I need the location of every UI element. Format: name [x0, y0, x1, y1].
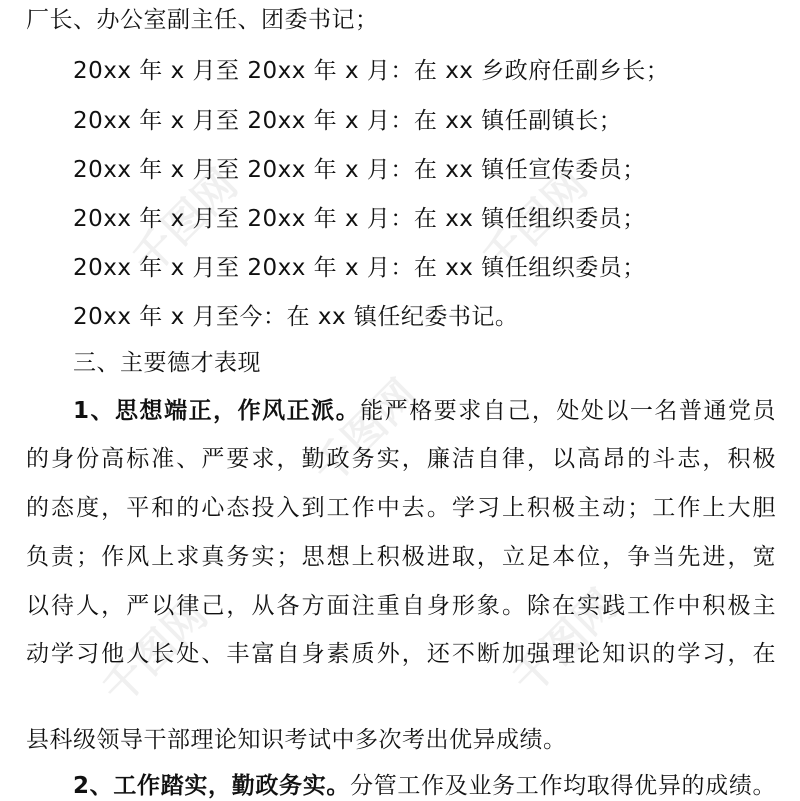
text-line-1: 厂长、办公室副主任、团委书记； — [26, 7, 379, 33]
text-line-4: 20xx 年 x 月至 20xx 年 x 月：在 xx 镇任宣传委员； — [73, 157, 646, 183]
paragraph-1-line-6: 动学习他人长处、丰富自身素质外，还不断加强理论知识的学习，在 — [26, 641, 776, 667]
watermark-2: 千图网 — [472, 159, 597, 284]
paragraph-1-line-1 — [26, 396, 776, 426]
watermark-4: 千图网 — [92, 589, 217, 714]
text-line-3: 20xx 年 x 月至 20xx 年 x 月：在 xx 镇任副镇长； — [73, 108, 623, 134]
text-line-2: 20xx 年 x 月至 20xx 年 x 月：在 xx 乡政府任副乡长； — [73, 58, 670, 84]
paragraph-1-line-3: 的态度，平和的心态投入到工作中去。学习上积极主动；工作上大胆 — [26, 495, 776, 521]
paragraph-2-first-line: 分管工作及业务工作均取得优异的成绩。 — [350, 773, 776, 799]
text-line-5: 20xx 年 x 月至 20xx 年 x 月：在 xx 镇任组织委员； — [73, 206, 646, 232]
text-line-7: 20xx 年 x 月至今：在 xx 镇任纪委书记。 — [73, 304, 519, 330]
paragraph-1-heading: 1、思想端正，作风正派。 — [73, 398, 361, 424]
text-line-6: 20xx 年 x 月至 20xx 年 x 月：在 xx 镇任组织委员； — [73, 255, 646, 281]
watermark-5: 千图网 — [502, 579, 627, 704]
paragraph-1-first-line: 能严格要求自己，处处以一名普通党员 — [360, 398, 776, 424]
watermark-3: 千图网 — [302, 369, 427, 494]
watermark-1: 千图网 — [122, 159, 247, 284]
paragraph-1-line-5: 以待人，严以律己，从各方面注重自身形象。除在实践工作中积极主 — [26, 593, 776, 619]
paragraph-1-line-7: 县科级领导干部理论知识考试中多次考出优异成绩。 — [26, 727, 567, 753]
section-heading-3: 三、主要德才表现 — [73, 350, 261, 376]
paragraph-1-line-4: 负责；作风上求真务实；思想上积极进取，立足本位，争当先进，宽 — [26, 544, 776, 570]
paragraph-2-line-1 — [26, 771, 776, 801]
paragraph-2-heading: 2、工作踏实，勤政务实。 — [73, 773, 351, 799]
paragraph-1-line-2: 的身份高标准、严要求，勤政务实，廉洁自律，以高昂的斗志，积极 — [26, 446, 776, 472]
